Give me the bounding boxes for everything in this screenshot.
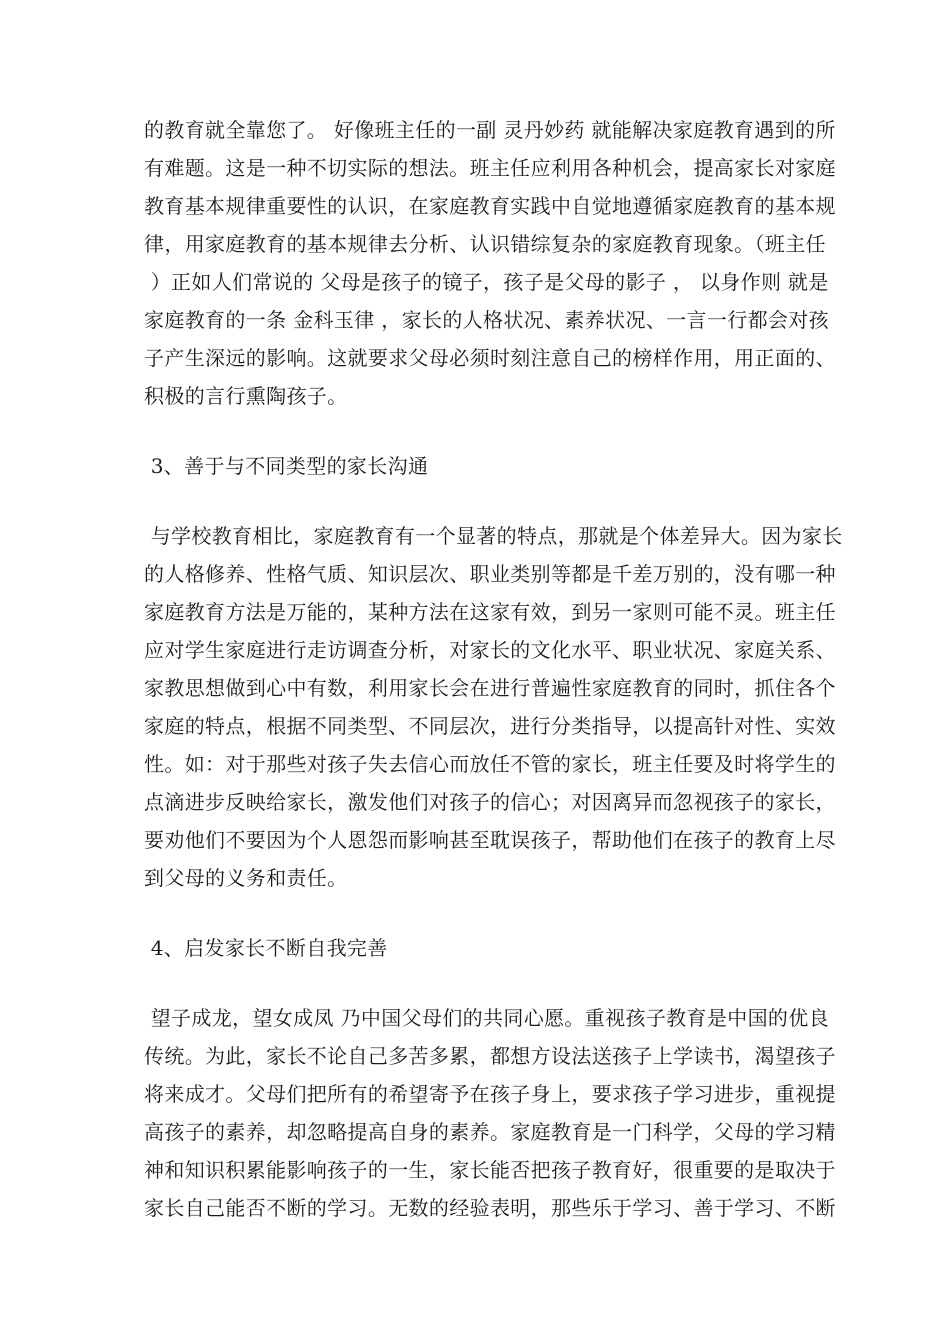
text-line: 子产生深远的影响。这就要求父母必须时刻注意自己的榜样作用，用正面的、: [144, 346, 836, 370]
text-line: 的教育就全靠您了。 好像班主任的一副 灵丹妙药 就能解决家庭教育遇到的所: [144, 118, 836, 142]
section-heading: 3、善于与不同类型的家长沟通: [144, 454, 429, 478]
text-line: 与学校教育相比，家庭教育有一个显著的特点，那就是个体差异大。因为家长: [144, 524, 843, 548]
text-line: 到父母的义务和责任。: [144, 866, 348, 890]
text-line: 家庭教育方法是万能的，某种方法在这家有效，到另一家则可能不灵。班主任: [144, 600, 836, 624]
text-line: 教育基本规律重要性的认识，在家庭教育实践中自觉地遵循家庭教育的基本规: [144, 194, 836, 218]
text-line: 传统。为此，家长不论自己多苦多累，都想方设法送孩子上学读书，渴望孩子: [144, 1044, 836, 1068]
text-line: 家庭的特点，根据不同类型、不同层次，进行分类指导，以提高针对性、实效: [144, 714, 836, 738]
section-heading: 4、启发家长不断自我完善: [144, 936, 388, 960]
text-line: 神和知识积累能影响孩子的一生，家长能否把孩子教育好，很重要的是取决于: [144, 1158, 836, 1182]
text-line: 的人格修养、性格气质、知识层次、职业类别等都是千差万别的，没有哪一种: [144, 562, 836, 586]
text-line: 高孩子的素养，却忽略提高自身的素养。家庭教育是一门科学，父母的学习精: [144, 1120, 836, 1144]
text-line: 将来成才。父母们把所有的希望寄予在孩子身上，要求孩子学习进步，重视提: [144, 1082, 836, 1106]
text-line: 要劝他们不要因为个人恩怨而影响甚至耽误孩子，帮助他们在孩子的教育上尽: [144, 828, 836, 852]
text-line: 应对学生家庭进行走访调查分析，对家长的文化水平、职业状况、家庭关系、: [144, 638, 836, 662]
text-line: 律，用家庭教育的基本规律去分析、认识错综复杂的家庭教育现象。（班主任: [144, 232, 826, 256]
text-line: 性。如：对于那些对孩子失去信心而放任不管的家长，班主任要及时将学生的: [144, 752, 836, 776]
text-line: 有难题。这是一种不切实际的想法。班主任应利用各种机会，提高家长对家庭: [144, 156, 836, 180]
text-line: 家教思想做到心中有数，利用家长会在进行普遍性家庭教育的同时，抓住各个: [144, 676, 836, 700]
text-line: 家长自己能否不断的学习。无数的经验表明，那些乐于学习、善于学习、不断: [144, 1196, 836, 1220]
text-line: 点滴进步反映给家长，激发他们对孩子的信心；对因离异而忽视孩子的家长，: [144, 790, 836, 814]
text-line: 积极的言行熏陶孩子。: [144, 384, 348, 408]
text-line: 家庭教育的一条 金科玉律 ，家长的人格状况、素养状况、一言一行都会对孩: [144, 308, 829, 332]
text-line: 望子成龙，望女成凤 乃中国父母们的共同心愿。重视孩子教育是中国的优良: [144, 1006, 829, 1030]
text-line: ）正如人们常说的 父母是孩子的镜子，孩子是父母的影子 ， 以身作则 就是: [144, 270, 829, 294]
